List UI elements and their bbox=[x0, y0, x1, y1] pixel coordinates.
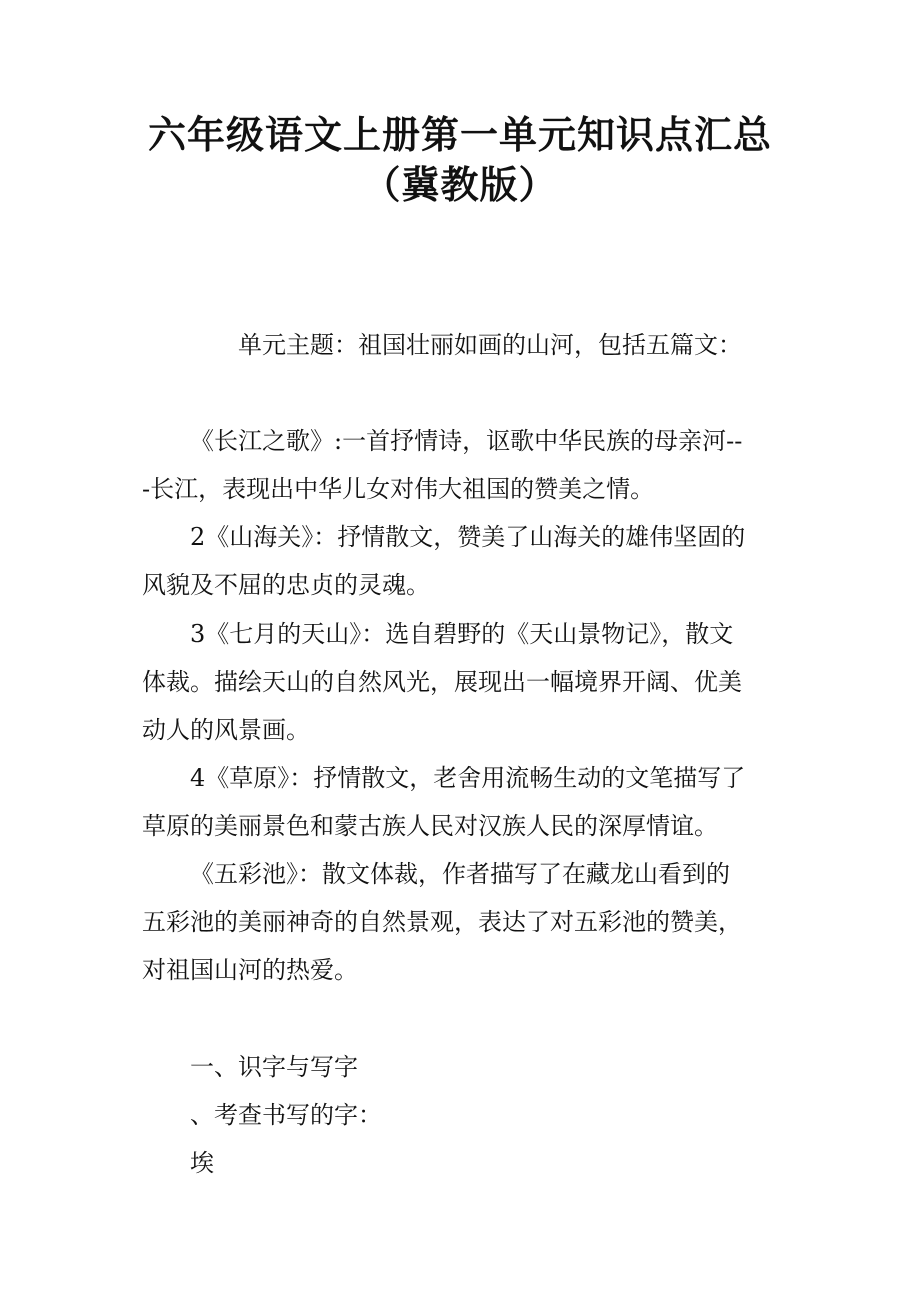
paragraph-line: 3《七月的天山》：选自碧野的《天山景物记》，散文 bbox=[190, 620, 734, 648]
paragraph-line: 《长江之歌》:一首抒情诗，讴歌中华民族的母亲河-- bbox=[190, 427, 743, 455]
paragraph-line: 体裁。描绘天山的自然风光，展现出一幅境界开阔、优美 bbox=[142, 668, 742, 696]
paragraph-line: 草原的美丽景色和蒙古族人民对汉族人民的深厚情谊。 bbox=[142, 812, 718, 840]
document-subtitle: （冀教版） bbox=[362, 162, 558, 207]
paragraph-line: 动人的风景画。 bbox=[142, 716, 310, 744]
paragraph-line: 对祖国山河的热爱。 bbox=[142, 956, 358, 984]
section-subheading: 、考查书写的字： bbox=[190, 1101, 382, 1129]
paragraph-line: 4《草原》：抒情散文，老舍用流畅生动的文笔描写了 bbox=[190, 764, 746, 792]
document-title: 六年级语文上册第一单元知识点汇总 bbox=[147, 112, 772, 157]
paragraph-line: -长江，表现出中华儿女对伟大祖国的赞美之情。 bbox=[142, 475, 655, 503]
paragraph-line: 《五彩池》：散文体裁，作者描写了在藏龙山看到的 bbox=[190, 860, 730, 888]
paragraph-line: 五彩池的美丽神奇的自然景观，表达了对五彩池的赞美， bbox=[142, 908, 742, 936]
unit-theme: 单元主题：祖国壮丽如画的山河，包括五篇文： bbox=[238, 331, 742, 359]
paragraph-line: 风貌及不屈的忠贞的灵魂。 bbox=[142, 571, 430, 599]
section-heading: 一、识字与写字 bbox=[190, 1053, 358, 1081]
paragraph-line: 2《山海关》：抒情散文，赞美了山海关的雄伟坚固的 bbox=[190, 523, 746, 551]
character-item: 埃 bbox=[190, 1149, 214, 1177]
